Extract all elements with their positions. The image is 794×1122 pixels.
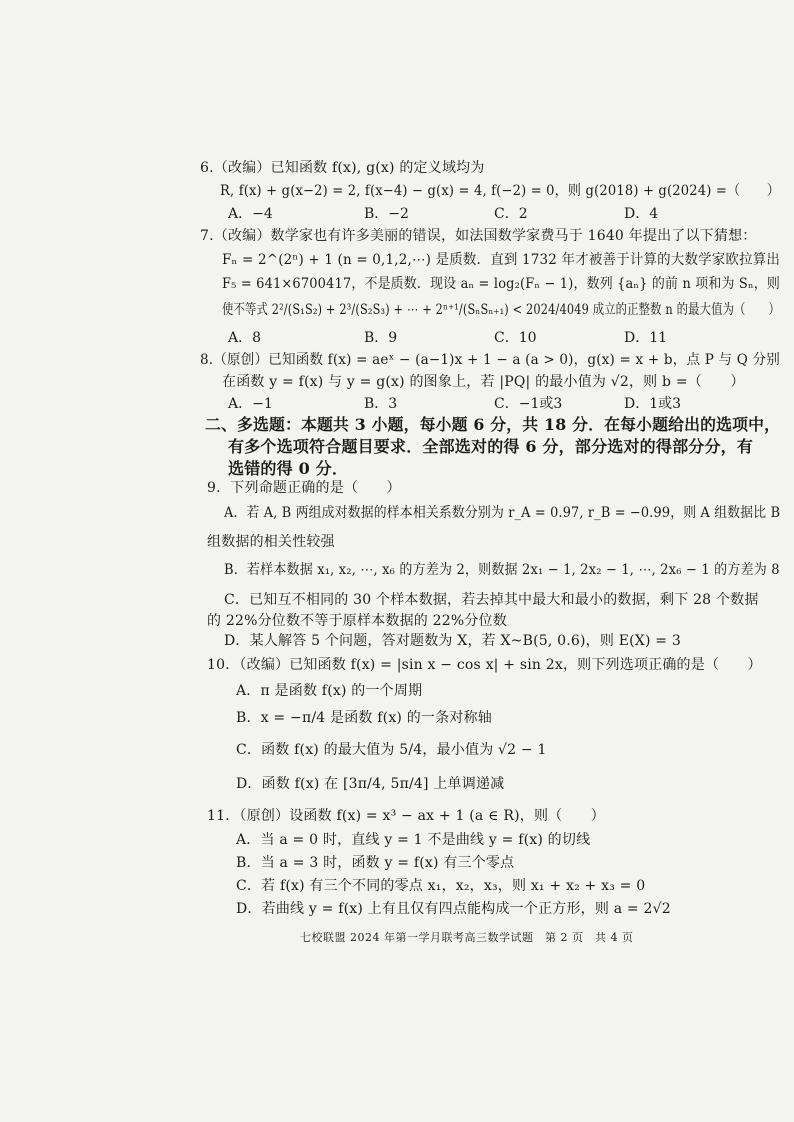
q9-option-a-line1: A．若 A, B 两组成对数据的样本相关系数分别为 r_A = 0.97, r_B = −0.99，则 A 组数据比 B [224, 505, 781, 521]
q10-stem: 10．（改编）已知函数 f(x) = |sin x − cos x| + sin 2x，则下列选项正确的是（ ） [207, 657, 762, 673]
q7-option-c: C．10 [494, 330, 537, 346]
q6-option-a: A．−4 [228, 206, 273, 222]
q6-option-c: C．2 [494, 206, 528, 222]
q9-option-d: D．某人解答 5 个问题，答对题数为 X，若 X~B(5, 0.6)，则 E(X) = 3 [224, 633, 681, 649]
q11-option-b: B．当 a = 3 时，函数 y = f(x) 有三个零点 [236, 855, 515, 871]
q6-option-b: B．−2 [364, 206, 409, 222]
q7-option-d: D．11 [624, 330, 668, 346]
q7-option-b: B．9 [364, 330, 398, 346]
q10-option-d: D．函数 f(x) 在 [3π/4, 5π/4] 上单调递减 [236, 776, 505, 792]
q11-option-c: C．若 f(x) 有三个不同的零点 x₁，x₂，x₃，则 x₁ + x₂ + x₃ = 0 [236, 878, 646, 894]
section2-line3: 选错的得 0 分． [228, 459, 349, 478]
q7-option-a: A．8 [228, 330, 262, 346]
q9-option-c-line2: 的 22%分位数不等于原样本数据的 22%分位数 [207, 613, 507, 629]
q7-line4: 使不等式 2²/(S₁S₂) + 2³/(S₂S₃) + ⋯ + 2ⁿ⁺¹/(SₙSₙ₊₁) < 2024/4049 成立的正整数 n 的最大值为（ ） [222, 302, 781, 318]
q8-line2: 在函数 y = f(x) 与 y = g(x) 的图象上，若 |PQ| 的最小值为 √2，则 b =（ ） [222, 374, 745, 390]
q9-stem: 9．下列命题正确的是（ ） [207, 480, 401, 496]
q10-option-c: C．函数 f(x) 的最大值为 5/4，最小值为 √2 − 1 [236, 742, 547, 758]
q7-line3: F₅ = 641×6700417，不是质数．现设 aₙ = log₂(Fₙ − 1)，数列 {aₙ} 的前 n 项和为 Sₙ，则 [222, 276, 780, 292]
page-footer: 七校联盟 2024 年第一学月联考高三数学试题 第 2 页 共 4 页 [300, 931, 634, 944]
q6-line2: R, f(x) + g(x−2) = 2, f(x−4) − g(x) = 4, f(−2) = 0，则 g(2018) + g(2024) =（ ） [220, 183, 780, 199]
section2-line1: 二、多选题：本题共 3 小题，每小题 6 分，共 18 分．在每小题给出的选项中， [205, 415, 781, 434]
q8-option-b: B．3 [364, 396, 398, 412]
q9-option-c-line1: C．已知互不相同的 30 个样本数据，若去掉其中最大和最小的数据，剩下 28 个数据 [224, 592, 759, 608]
q9-option-a-line2: 组数据的相关性较强 [207, 534, 335, 550]
q8-option-a: A．−1 [228, 396, 273, 412]
q8-line1: 8.（原创）已知函数 f(x) = aeˣ − (a−1)x + 1 − a (a > 0)，g(x) = x + b，点 P 与 Q 分别 [200, 352, 781, 368]
q9-option-b: B．若样本数据 x₁, x₂, ⋯, x₆ 的方差为 2，则数据 2x₁ − 1, 2x₂ − 1, ⋯, 2x₆ − 1 的方差为 8 [224, 562, 780, 578]
q8-option-d: D．1或3 [624, 396, 682, 412]
q11-stem: 11．（原创）设函数 f(x) = x³ − ax + 1 (a ∈ R)，则（ ） [207, 808, 605, 824]
q11-option-d: D．若曲线 y = f(x) 上有且仅有四点能构成一个正方形，则 a = 2√2 [236, 901, 671, 917]
section2-line2: 有多个选项符合题目要求．全部选对的得 6 分，部分选对的得部分分，有 [228, 437, 754, 456]
q7-line2: Fₙ = 2^(2ⁿ) + 1 (n = 0,1,2,⋯) 是质数．直到 1732 年才被善于计算的大数学家欧拉算出 [222, 252, 781, 268]
q6-line1: 6.（改编）已知函数 f(x), g(x) 的定义域均为 [200, 160, 485, 176]
q7-line1: 7.（改编）数学家也有许多美丽的错误，如法国数学家费马于 1640 年提出了以下猜想： [200, 228, 757, 244]
q10-option-b: B．x = −π/4 是函数 f(x) 的一条对称轴 [236, 710, 492, 726]
q11-option-a: A．当 a = 0 时，直线 y = 1 不是曲线 y = f(x) 的切线 [236, 832, 591, 848]
q8-option-c: C．−1或3 [494, 396, 563, 412]
q10-option-a: A．π 是函数 f(x) 的一个周期 [236, 683, 423, 699]
q6-option-d: D．4 [624, 206, 659, 222]
